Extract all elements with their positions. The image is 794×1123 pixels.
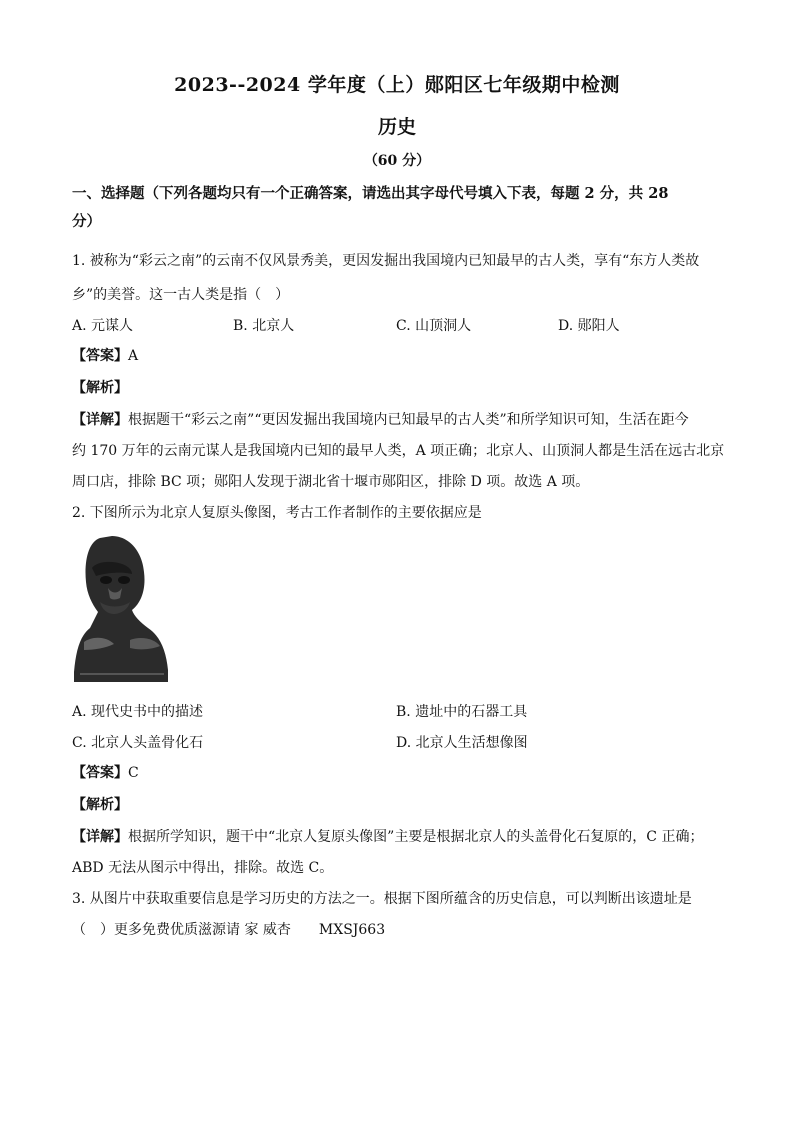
q2-option-a: A. 现代史书中的描述	[72, 704, 204, 720]
q1-detail-cont: 约 170 万年的云南元谋人是我国境内已知的最早人类，A 项正确；北京人、山顶洞人都是生活在远古北京	[72, 443, 725, 459]
detail-tag: 【详解】	[72, 412, 128, 428]
exam-title: 2023--2024 学年度（上）郧阳区七年级期中检测	[174, 74, 620, 96]
q1-stem: 1. 被称为“彩云之南”的云南不仅风景秀美，更因发掘出我国境内已知最早的古人类，享有“东方人类故	[72, 253, 700, 269]
q2-detail	[72, 827, 722, 847]
q2-analysis-tag: 【解析】	[72, 797, 128, 813]
q1-option-c: C. 山顶洞人	[396, 318, 472, 334]
q2-detail-cont: ABD 无法从图示中得出，排除。故选 C。	[72, 860, 334, 876]
q2-option-b: B. 遗址中的石器工具	[396, 704, 528, 720]
answer-tag: 【答案】	[72, 348, 128, 364]
answer-tag: 【答案】	[72, 765, 128, 781]
q2-answer	[72, 763, 722, 783]
q1-stem-cont: 乡”的美誉。这一古人类是指（ ）	[72, 287, 290, 303]
answer-value: C	[128, 765, 139, 781]
q1-detail-cont2: 周口店，排除 BC 项；郧阳人发现于湖北省十堰市郧阳区，排除 D 项。故选 A 项。	[72, 474, 590, 490]
q2-option-c: C. 北京人头盖骨化石	[72, 735, 204, 751]
detail-text: 根据题干“彩云之南”“更因发掘出我国境内已知最早的古人类”和所学知识可知，生活在距今	[128, 412, 689, 428]
total-score: （60 分）	[363, 153, 431, 169]
q2-option-d: D. 北京人生活想像图	[396, 735, 528, 751]
peking-man-bust-image	[70, 532, 170, 684]
q1-analysis-tag: 【解析】	[72, 380, 128, 396]
q1-option-a: A. 元谋人	[72, 318, 134, 334]
q1-option-d: D. 郧阳人	[558, 318, 620, 334]
q2-stem: 2. 下图所示为北京人复原头像图，考古工作者制作的主要依据应是	[72, 505, 482, 521]
answer-value: A	[128, 348, 139, 364]
section-heading: 一、选择题（下列各题均只有一个正确答案，请选出其字母代号填入下表，每题 2 分，共 28	[72, 185, 669, 202]
detail-text: 根据所学知识，题干中“北京人复原头像图”主要是根据北京人的头盖骨化石复原的，C 正确；	[128, 829, 704, 845]
q3-stem-cont: （ ）更多免费优质滋源请 家 威杏 MXSJ663	[72, 922, 386, 938]
q1-option-b: B. 北京人	[233, 318, 295, 334]
section-heading-cont: 分）	[72, 213, 101, 230]
q1-answer	[72, 346, 722, 366]
q1-detail	[72, 410, 722, 430]
detail-tag: 【详解】	[72, 829, 128, 845]
subject-title: 历史	[377, 116, 416, 138]
q3-stem: 3. 从图片中获取重要信息是学习历史的方法之一。根据下图所蕴含的历史信息，可以判断出该遗址是	[72, 891, 692, 907]
